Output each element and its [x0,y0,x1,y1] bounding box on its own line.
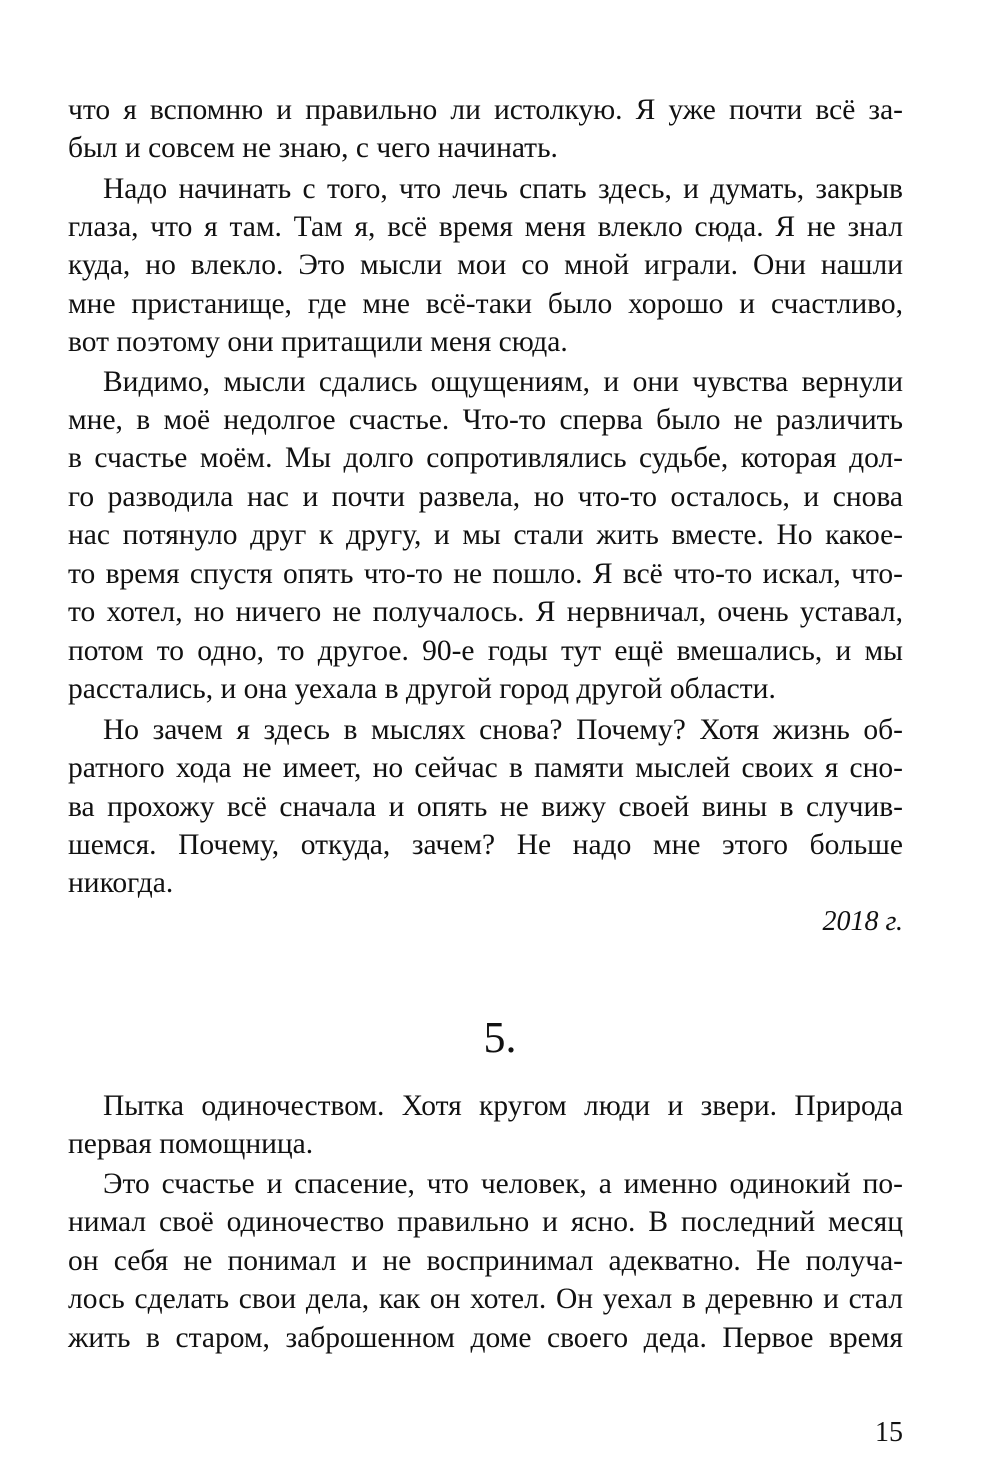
chapter-number: 5. [483,1013,517,1062]
text-line: ва прохожу всё сначала и опять не вижу своей вины в случив- [68,791,903,823]
text-line: первая помощница. [68,1128,314,1160]
text-line: мне, в моё недолгое счастье. Что-то сперва было не различить [68,404,903,436]
text-line: го разводила нас и почти развела, но что-то осталось, и снова [68,481,903,513]
text-line: глаза, что я там. Там я, всё время меня влекло сюда. Я не знал [68,211,903,243]
text-line: вот поэтому они притащили меня сюда. [68,326,568,358]
text-line: лось сделать свои дела, как он хотел. Он уехал в деревню и стал [68,1283,903,1315]
text-line: расстались, и она уехала в другой город другой области. [68,673,776,705]
text-line: Это счастье и спасение, что человек, а именно одинокий по- [103,1168,903,1200]
text-line: он себя не понимал и не воспринимал адекватно. Не получа- [68,1245,903,1277]
text-line: то время спустя опять что-то не пошло. Я всё что-то искал, что- [68,558,903,590]
text-line: ратного хода не имеет, но сейчас в памяти мыслей своих я сно- [68,752,903,784]
text-line: то хотел, но ничего не получалось. Я нервничал, очень уставал, [68,596,903,628]
text-line: был и совсем не знаю, с чего начинать. [68,132,558,164]
text-line: Надо начинать с того, что лечь спать здесь, и думать, закрыв [103,173,903,205]
text-line: Видимо, мысли сдались ощущениям, и они чувства вернули [103,366,903,398]
text-line: нас потянуло друг к другу, и мы стали жить вместе. Но какое- [68,519,903,551]
text-line: никогда. [68,867,174,899]
text-line: жить в старом, заброшенном доме своего деда. Первое время [68,1322,903,1354]
text-line: нимал своё одиночество правильно и ясно. В последний месяц [68,1206,903,1238]
date-signature: 2018 г. [822,906,903,937]
text-line: Но зачем я здесь в мыслях снова? Почему? Хотя жизнь об- [103,714,903,746]
page-number: 15 [875,1417,903,1448]
text-line: потом то одно, то другое. 90-е годы тут ещё вмешались, и мы [68,635,903,667]
text-line: куда, но влекло. Это мысли мои со мной играли. Они нашли [68,249,903,281]
text-line: мне пристанище, где мне всё-таки было хорошо и счастливо, [68,288,903,320]
text-line: в счастье моём. Мы долго сопротивлялись судьбе, которая дол- [68,442,903,474]
text-line: шемся. Почему, откуда, зачем? Не надо мне этого больше [68,829,903,861]
text-line: Пытка одиночеством. Хотя кругом люди и звери. Природа [103,1090,903,1122]
text-line: что я вспомню и правильно ли истолкую. Я уже почти всё за- [68,94,903,126]
